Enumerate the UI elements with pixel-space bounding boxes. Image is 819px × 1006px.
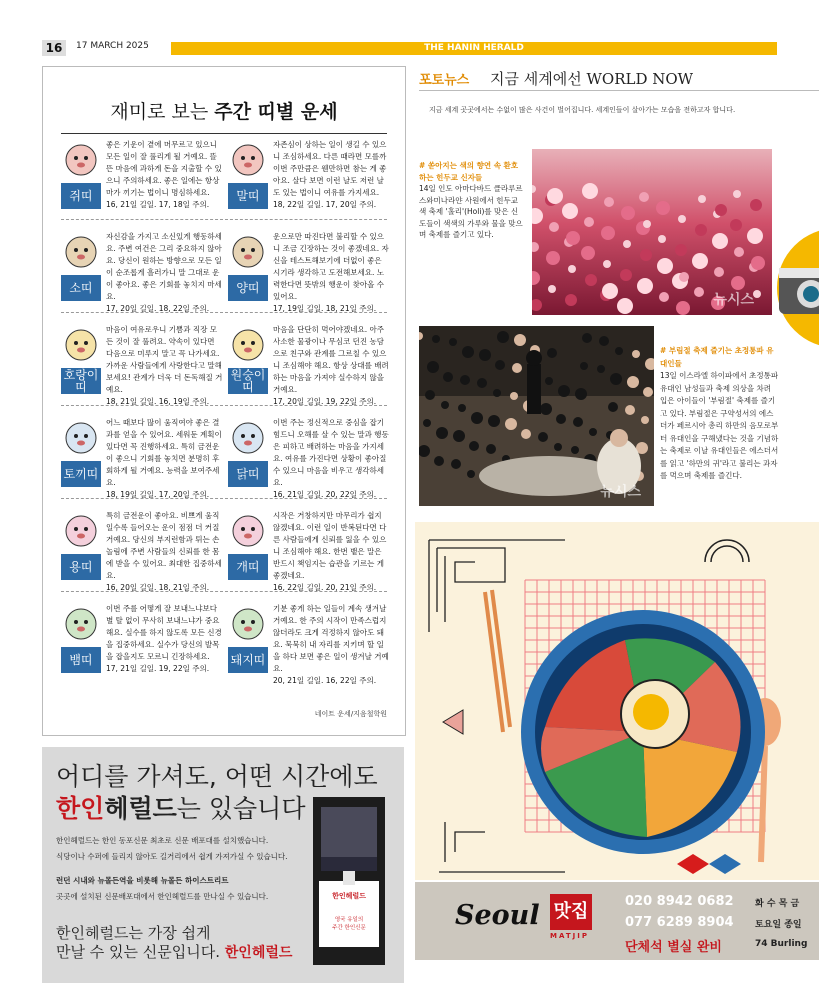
sign-divider	[61, 591, 387, 592]
crowd-figure	[427, 361, 439, 373]
sign-label: 원숭이띠	[228, 368, 268, 394]
crowd-figure	[643, 220, 651, 228]
crowd-figure	[678, 215, 686, 223]
issue-date: 17 MARCH 2025	[76, 41, 149, 51]
crowd-figure	[608, 402, 618, 412]
horoscope-sign	[61, 603, 221, 698]
crowd-figure	[545, 377, 553, 385]
crowd-figure	[521, 429, 531, 439]
crowd-figure	[730, 219, 742, 231]
horoscope-title: 재미로 보는 주간 띠별 운세	[110, 101, 338, 123]
sign-label: 돼지띠	[228, 647, 268, 673]
crowd-figure	[714, 267, 724, 277]
matjip-sub: MATJIP	[550, 932, 589, 940]
rack-sub-2: 주간 한인신문	[332, 925, 366, 931]
crowd-figure	[434, 456, 444, 466]
crowd-figure	[676, 301, 690, 315]
rat-icon	[61, 139, 101, 179]
tiger-icon	[61, 324, 101, 364]
crowd-figure	[733, 190, 741, 198]
crowd-figure	[462, 346, 474, 358]
crowd-figure	[615, 347, 623, 355]
crowd-figure	[558, 385, 570, 397]
ad-closing-1: 한인헤럴드는 가장 쉽게	[56, 924, 211, 942]
ad-text-4: 곳곳에 설치된 신문배포대에서 한인헤럴드를 만나실 수 있습니다.	[56, 892, 269, 901]
sign-label: 토끼띠	[61, 461, 101, 487]
crowd-figure	[546, 251, 560, 265]
open-days: 화 수 목 금	[755, 899, 800, 909]
open-saturday: 토요일 종일	[755, 920, 802, 930]
crowd-figure	[621, 206, 635, 220]
crowd-figure	[436, 427, 448, 439]
crowd-figure	[659, 292, 669, 302]
crowd-figure	[495, 360, 505, 370]
rack-brand: 한인헤럴드	[332, 892, 366, 900]
crowd-figure	[453, 430, 465, 442]
crowd-figure	[627, 376, 639, 388]
crowd-figure	[505, 418, 517, 430]
crowd-figure	[565, 294, 577, 306]
crowd-figure	[623, 240, 631, 248]
rooster-icon	[228, 417, 268, 457]
seoul-matjip-ad	[415, 882, 819, 960]
herald-ad	[42, 747, 404, 983]
rabbit-icon	[61, 417, 101, 457]
crowd-figure	[514, 334, 526, 346]
crowd-figure	[597, 365, 605, 373]
crowd-figure	[617, 298, 633, 314]
sign-divider	[61, 312, 387, 313]
page-number: 16	[42, 40, 66, 56]
caption-holi: # 쏟아지는 색의 향연 속 환호하는 힌두교 신자들 14일 인도 아마다바드 클라루르 스와미나라얀 사원에서 힌두교 색 축제 '홀리'(Holi)를 맞은 신도들이 색색의 가루와 물을 맞으며 축제를 즐기고 있다.	[419, 161, 523, 239]
crowd-figure	[556, 414, 566, 424]
crowd-figure	[599, 336, 609, 346]
crowd-figure	[584, 217, 594, 227]
crowd-figure	[643, 387, 653, 397]
photo-holi-festival	[532, 149, 772, 315]
photo-purim-festival	[419, 326, 654, 506]
sign-label: 뱀띠	[61, 647, 101, 673]
crowd-figure	[451, 459, 461, 469]
crowd-figure	[488, 415, 500, 427]
crowd-figure	[423, 419, 431, 427]
crowd-figure	[425, 390, 435, 400]
crowd-figure	[547, 348, 557, 358]
crowd-figure	[449, 338, 457, 346]
crowd-figure	[458, 404, 466, 412]
crowd-figure	[547, 188, 563, 204]
crowd-figure	[750, 199, 762, 211]
sign-text: 좋은 기운이 곁에 머무르고 있으니 모든 일이 잘 풀리게 될 거예요. 뜰뜬 마음에 과하게 돈을 지출할 수 있으니 주의하세요. 좋은 일에는 항상 마가 끼기는 법이니 명심하세요. 16, 21일 길일. 17, 18일 주의.	[106, 140, 222, 209]
sign-text: 어느 때보다 많이 움직여야 좋은 결과를 얻을 수 있어요. 세워둔 계획이 있다면 꼭 진행하세요. 특히 금전운이 좋으니 기회를 놓치면 분명히 후회하게 될 거예요. 능력을 보여주세요. 18, 19일 길일. 17, 20일 주의.	[106, 418, 222, 499]
ad-text-3: 런던 시내와 뉴몰든역을 비롯해 뉴몰든 하이스트리트	[56, 876, 229, 885]
photonews-intro: 지금 세계 곳곳에서는 수없이 많은 사건이 벌어집니다. 세계인들이 살아가는 모습을 전하고자 합니다.	[429, 106, 736, 114]
crowd-figure	[581, 246, 595, 260]
dog-icon	[228, 510, 268, 550]
ad-headline-2: 한인헤럴드는 있습니다	[56, 794, 306, 823]
crowd-figure	[497, 331, 509, 343]
crowd-figure	[641, 416, 649, 424]
crowd-figure	[639, 192, 649, 202]
sign-text: 마음이 여유로우니 기쁨과 직장 모든 것이 잘 풀려요. 약속이 있다면 다음으로 미루지 말고 꼭 나가세요. 가까운 사람들에게 사랑한다고 말해보세요! 관계가 더욱 더 돈독해질 거예요. 18, 21일 길일. 16, 19일 주의.	[106, 325, 223, 406]
crowd-figure	[694, 287, 704, 297]
crowd-figure	[695, 224, 707, 236]
crowd-figure	[656, 201, 670, 215]
sign-label: 개띠	[228, 554, 268, 580]
crowd-figure	[692, 253, 708, 269]
photo-watermark-2: 뉴시스	[600, 484, 641, 500]
crowd-figure	[467, 470, 475, 478]
sign-divider	[61, 219, 387, 220]
crowd-figure	[603, 260, 611, 268]
title-rule	[61, 133, 387, 134]
ad-closing-2: 만날 수 있는 신문입니다. 한인헤럴드	[56, 943, 293, 961]
newspaper-rack-illustration	[309, 797, 389, 965]
crowd-figure	[640, 249, 652, 261]
crowd-figure	[602, 283, 618, 299]
sign-label: 소띠	[61, 275, 101, 301]
crowd-figure	[731, 276, 745, 290]
crowd-figure	[658, 235, 666, 243]
sheep-icon	[228, 231, 268, 271]
private-room-text: 단체석 별실 완비	[625, 940, 722, 955]
crowd-figure	[443, 372, 453, 382]
monkey-icon	[228, 324, 268, 364]
crowd-figure	[753, 290, 761, 298]
phone-2: 077 6289 8904	[625, 915, 734, 930]
crowd-figure	[486, 444, 496, 454]
crowd-figure	[657, 258, 673, 274]
crowd-figure	[632, 350, 640, 358]
crowd-figure	[571, 446, 579, 454]
sign-text: 운으로만 따진다면 불리할 수 있으니 조금 긴장하는 것이 좋겠네요. 자신을 테스트해보기에 더없이 좋은 시기라 생각하고 도전해보세요. 노력한다면 뜻밖의 행운이 찾아올 수 있어요. 17, 19일 길일. 18, 21일 주의.	[273, 232, 389, 313]
crowd-figure	[751, 256, 765, 270]
address: 74 Burling	[755, 939, 808, 949]
horoscope-box	[42, 66, 406, 736]
crowd-figure	[573, 417, 583, 427]
crowd-figure	[698, 195, 706, 203]
crowd-figure	[469, 441, 479, 451]
horoscope-credit: 네이트 운세/지음철학원	[314, 710, 387, 718]
crowd-figure	[562, 203, 578, 219]
crowd-figure	[471, 412, 483, 424]
rack-sub-1: 영국 유일의	[334, 917, 364, 923]
sign-text: 이번 주를 어떻게 잘 보내느냐보다 별 탈 없이 무사히 보내느냐가 중요해요. 실수를 하지 않도록 모든 신경을 집중하세요. 실수가 당신의 발목을 잡을지도 모르니 긴장하세요. 17, 21일 길일. 19, 22일 주의.	[106, 604, 222, 673]
crowd-figure	[460, 375, 470, 385]
ad-text-1: 한인헤럴드는 한인 동포신문 최초로 신문 배포대를 설치했습니다.	[56, 836, 269, 845]
crowd-figure	[510, 392, 518, 400]
crowd-figure	[604, 197, 614, 207]
crowd-figure	[589, 428, 597, 436]
crowd-figure	[582, 333, 592, 343]
sign-label: 용띠	[61, 554, 101, 580]
crowd-figure	[734, 247, 744, 257]
crowd-figure	[679, 272, 689, 282]
caption-purim: # 부림절 축제 즐기는 초정통파 유대인들 13일 이스라엘 하이파에서 초정통파 유대인 남성들과 축제 의상을 차려 입은 아이들이 '부림절' 축제를 즐기고 있다. 부림절은 구약성서의 에스더가 페르시아 총리 하만의 음모로부터 유대인을 구해냈다는 것을 기념하는 축제로 이날 유대인들은 에스더서를 읽고 '하만의 귀'라고 불리는 과자를 먹으며 축제를 즐긴다.	[660, 346, 779, 480]
crowd-figure	[620, 269, 632, 281]
section-rule	[419, 90, 819, 91]
sign-label: 호랑이띠	[61, 368, 101, 394]
photonews-label: 포토뉴스	[419, 73, 470, 88]
pig-icon	[228, 603, 268, 643]
crowd-figure	[582, 183, 598, 199]
photo-watermark: 뉴시스	[713, 292, 754, 308]
crowd-figure	[554, 443, 562, 451]
ad-text-2: 식당이나 수퍼에 들리지 않아도 길거리에서 쉽게 가져가실 수 있습니다.	[56, 852, 288, 861]
crowd-figure	[538, 432, 548, 442]
restaurant-brand: Seoul	[455, 900, 540, 931]
crowd-figure	[549, 222, 559, 232]
matjip-badge: 맛집	[550, 894, 592, 930]
crowd-figure	[580, 362, 588, 370]
crowd-figure	[441, 401, 449, 409]
sign-label: 쥐띠	[61, 183, 101, 209]
phone-1: 020 8942 0682	[625, 894, 734, 909]
crowd-figure	[637, 278, 653, 294]
sign-text: 자존심이 상하는 일이 생길 수 있으니 조심하세요. 다른 때라면 모를까 이번 주만큼은 웬만하면 참는 게 좋아요. 살다 보면 이런 날도 저런 날도 있는 법이니 여유를 가지세요. 18, 22일 길일. 17, 20일 주의.	[273, 140, 387, 209]
sign-text: 특히 금전운이 좋아요. 비쁘게 움직일수록 들어오는 운이 점점 더 커질 거예요. 당신의 부지런함과 튀는 손놀림에 주변 사람들의 신뢰를 한 몸에 받을 수 있어요. 최대한 집중하세요. 16, 20일 길일. 18, 21일 주의.	[106, 511, 222, 592]
crowd-figure	[601, 226, 615, 240]
crowd-figure	[575, 388, 587, 400]
crowd-figure	[747, 228, 763, 244]
crowd-figure	[625, 405, 635, 415]
bibimbap-illustration	[415, 522, 819, 880]
sign-label: 양띠	[228, 275, 268, 301]
sign-label: 말띠	[228, 183, 268, 209]
crowd-figure	[568, 265, 576, 273]
ad-headline-1: 어디를 가셔도, 어떤 시간에도	[56, 762, 378, 791]
crowd-figure	[512, 363, 522, 373]
crowd-figure	[479, 349, 491, 361]
sign-divider	[61, 405, 387, 406]
crowd-figure	[712, 233, 728, 249]
sign-text: 자신감을 가지고 소신있게 행동하세요. 주변 여건은 그리 중요하지 않아요. 당신이 원하는 방향으로 모든 일이 순조롭게 흘러가니 말 그대로 운이 좋아요. 좋은 기회를 놓치지 마세요. 17, 20일 길일. 18, 22일 주의.	[106, 232, 222, 313]
crowd-figure	[548, 285, 556, 293]
ox-icon	[61, 231, 101, 271]
crowd-figure	[477, 378, 487, 388]
crowd-figure	[675, 244, 687, 256]
sign-label: 닭띠	[228, 461, 268, 487]
camera-icon	[775, 228, 819, 348]
horoscope-sign	[228, 603, 388, 698]
crowd-figure	[566, 231, 580, 245]
snake-icon	[61, 603, 101, 643]
sign-divider	[61, 498, 387, 499]
sign-text: 이번 주는 정신적으로 중심을 잡기 힘드니 오해를 살 수 있는 말과 행동은 피하고 배려하는 마음을 가지세요. 여유를 가진다면 상황이 좋아질 수 있으니 마음을 비우고 생각하세요. 16, 21일 길일. 20, 22일 주의.	[273, 418, 389, 499]
world-now-heading: 지금 세계에선 WORLD NOW	[490, 70, 694, 88]
dragon-icon	[61, 510, 101, 550]
sign-text: 기분 좋게 하는 일들이 계속 생겨날 거예요. 한 주의 시작이 만족스럽지 않더라도 크게 걱정하지 않아도 돼요. 묵묵히 내 자리를 지키며 할 일을 하다 보면 좋은 일이 생겨날 거예요. 20, 21일 길일. 16, 22일 주의.	[273, 604, 389, 685]
crowd-figure	[432, 335, 440, 343]
crowd-figure	[493, 389, 501, 397]
crowd-figure	[585, 274, 597, 286]
crowd-figure	[540, 403, 552, 415]
sign-text: 마음을 단단히 먹어야겠네요. 아주 사소한 물광이나 무심코 던진 농담으로 친구와 관계를 그르칠 수 있으니 조심해야 해요. 항상 상대를 배려하는 마음을 가져야 실수하지 않을 거예요. 17, 20일 길일. 19, 22일 주의.	[273, 325, 389, 406]
sign-text: 시작은 거창하지만 마무리가 쉽지 않겠네요. 이런 일이 반복된다면 다른 사람들에게 신뢰를 잃을 수 있으니 조심해야 해요. 한번 뱉은 말은 반드시 책임지는 습관을 기르는 게 좋겠네요. 16, 22일 길일. 20, 21일 주의.	[273, 511, 387, 592]
masthead-bar: THE HANIN HERALD	[171, 42, 777, 55]
crowd-figure	[610, 373, 622, 385]
crowd-figure	[715, 204, 727, 216]
horse-icon	[228, 139, 268, 179]
